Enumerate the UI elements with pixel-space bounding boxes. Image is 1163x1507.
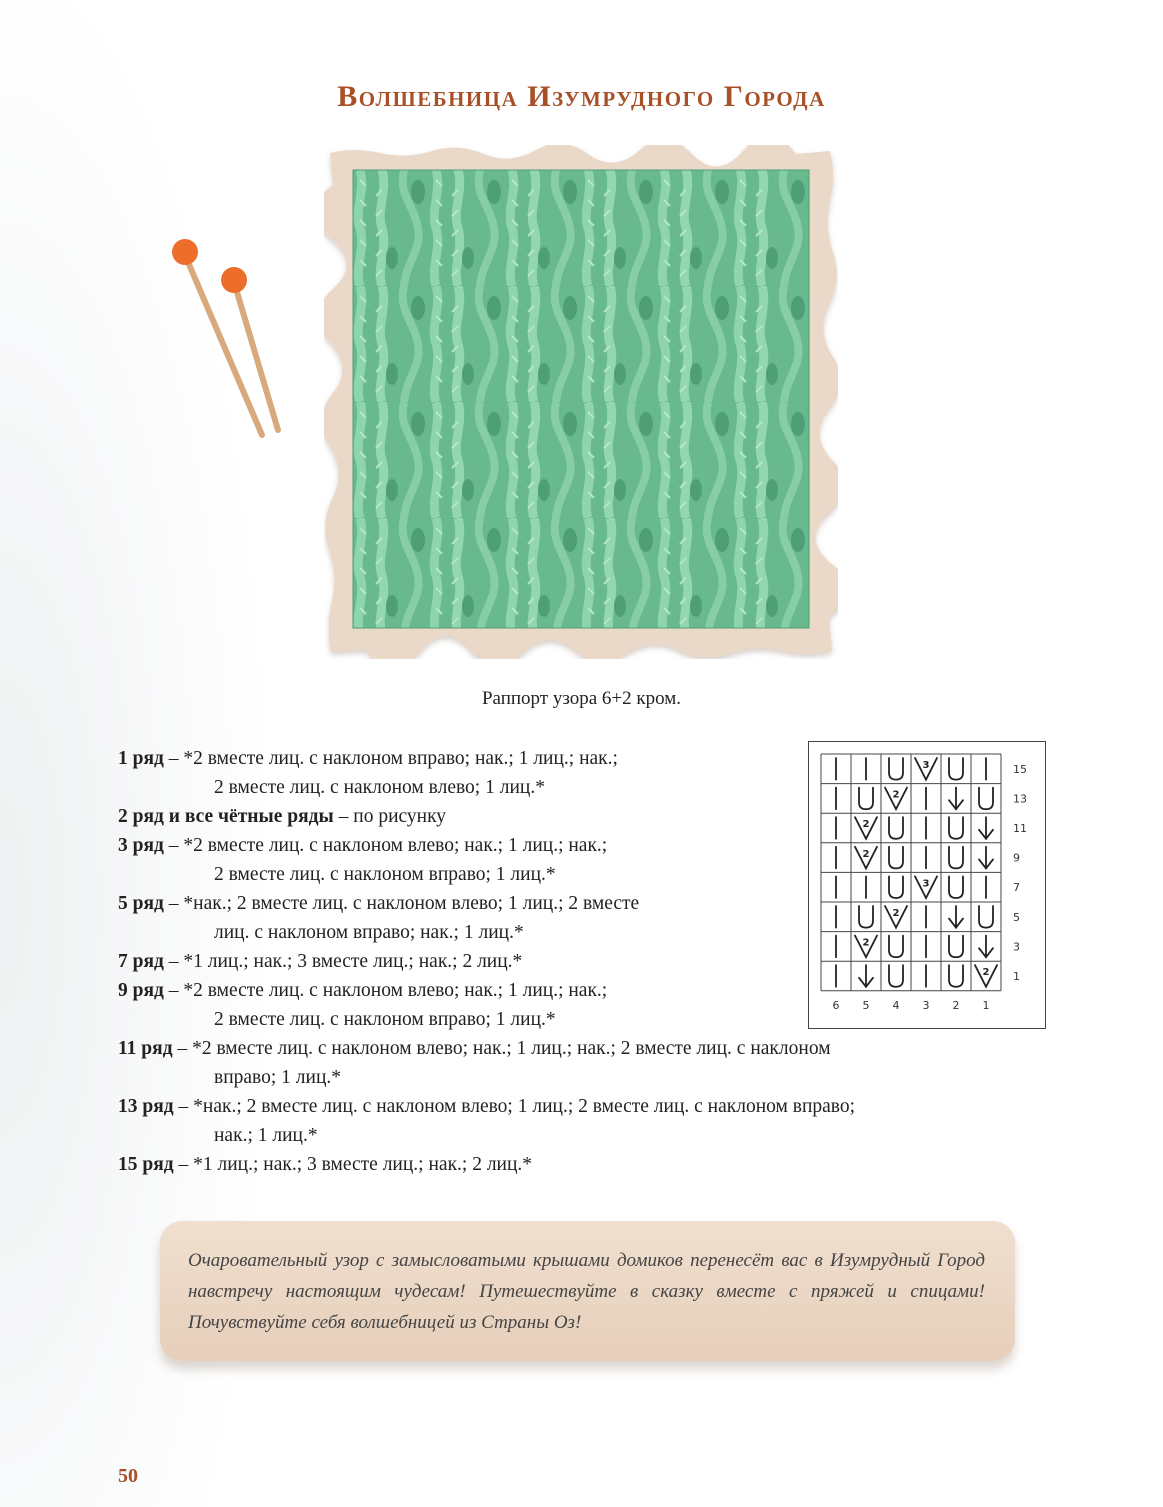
decrease-count-label: 3 (922, 878, 930, 890)
chart-row-number: 1 (1013, 970, 1020, 983)
yarn-over-symbol (889, 847, 903, 869)
instruction-row: 15 ряд – *1 лиц.; нак.; 3 вместе лиц.; нак.; 2 лиц.* (118, 1154, 533, 1175)
instruction-row: 11 ряд – *2 вместе лиц. с наклоном влево; нак.; 1 лиц.; нак.; 2 вместе лиц. с наклоном вправо; 1 лиц.* (118, 1038, 831, 1088)
yarn-over-symbol (889, 876, 903, 898)
page-title: Волшебница Изумрудного Города (337, 80, 826, 113)
decrease-count-label: 2 (862, 819, 870, 831)
decrease-count-label: 3 (922, 760, 930, 771)
knit-sample-photo (324, 145, 838, 659)
instruction-row: 13 ряд – *нак.; 2 вместе лиц. с наклоном влево; 1 лиц.; 2 вместе лиц. с наклоном вправо; нак.; 1 лиц.* (118, 1096, 856, 1146)
chart-row-number: 9 (1013, 851, 1020, 865)
chart-col-number: 6 (832, 998, 840, 1012)
yarn-over-symbol (979, 906, 993, 928)
decrease-count-label: 2 (862, 848, 870, 860)
chart-row-number: 13 (1013, 792, 1027, 806)
yarn-over-symbol (889, 758, 903, 780)
decrease-count-label: 2 (892, 908, 900, 919)
yarn-over-symbol (949, 965, 963, 987)
rapport-caption: Раппорт узора 6+2 кром. (481, 688, 682, 709)
yarn-over-symbol (859, 906, 873, 928)
yarn-over-symbol (889, 817, 903, 839)
chart-col-number: 5 (862, 998, 870, 1012)
yarn-over-symbol (949, 817, 963, 839)
chart-row-number: 5 (1013, 910, 1020, 924)
yarn-over-symbol (949, 876, 963, 898)
description-note (160, 1221, 1015, 1361)
instruction-row: 2 ряд и все чётные ряды – по рисунку (118, 806, 447, 827)
chart-col-number: 2 (952, 998, 960, 1012)
chart-row-number: 3 (1013, 940, 1020, 954)
instruction-row: 7 ряд – *1 лиц.; нак.; 3 вместе лиц.; нак.; 2 лиц.* (118, 951, 523, 972)
decrease-count-label: 2 (862, 937, 870, 949)
chart-row-number: 11 (1013, 822, 1027, 835)
note-text: Очаровательный узор с замысловатыми крышами домиков перенесёт вас в Изумрудный Город навстречу настоящим чудесам! Путешествуйте в сказку вместе с пряжей и спицами! Почувствуйте себя волшебницей из Страны Оз! (188, 1250, 985, 1333)
yarn-over-symbol (859, 788, 873, 810)
chart-col-number: 1 (982, 998, 990, 1012)
decrease-count-label: 2 (982, 967, 990, 979)
yarn-over-symbol (949, 758, 963, 780)
knitting-chart (808, 741, 1046, 1029)
yarn-over-symbol (949, 936, 963, 958)
instruction-row: 5 ряд – *нак.; 2 вместе лиц. с наклоном влево; 1 лиц.; 2 вместе лиц. с наклоном вправо; нак.; 1 лиц.* (118, 893, 640, 943)
chart-row-number: 15 (1013, 762, 1027, 776)
yarn-over-symbol (979, 788, 993, 810)
page-number: 50 (118, 1465, 138, 1487)
chart-col-number: 3 (922, 998, 930, 1012)
instruction-row: 3 ряд – *2 вместе лиц. с наклоном влево; нак.; 1 лиц.; нак.; 2 вместе лиц. с наклоном вправо; 1 лиц.* (118, 835, 608, 885)
yarn-over-symbol (889, 936, 903, 958)
chart-col-number: 4 (892, 998, 900, 1012)
yarn-over-symbol (889, 965, 903, 987)
knitting-needles-icon (160, 230, 300, 450)
decrease-count-label: 2 (892, 789, 900, 801)
chart-row-number: 7 (1013, 881, 1020, 895)
instruction-row: 9 ряд – *2 вместе лиц. с наклоном влево; нак.; 1 лиц.; нак.; 2 вместе лиц. с наклоном вправо; 1 лиц.* (118, 980, 608, 1030)
instruction-row: 1 ряд – *2 вместе лиц. с наклоном вправо; нак.; 1 лиц.; нак.; 2 вместе лиц. с наклоном влево; 1 лиц.* (118, 748, 618, 798)
yarn-over-symbol (949, 847, 963, 869)
